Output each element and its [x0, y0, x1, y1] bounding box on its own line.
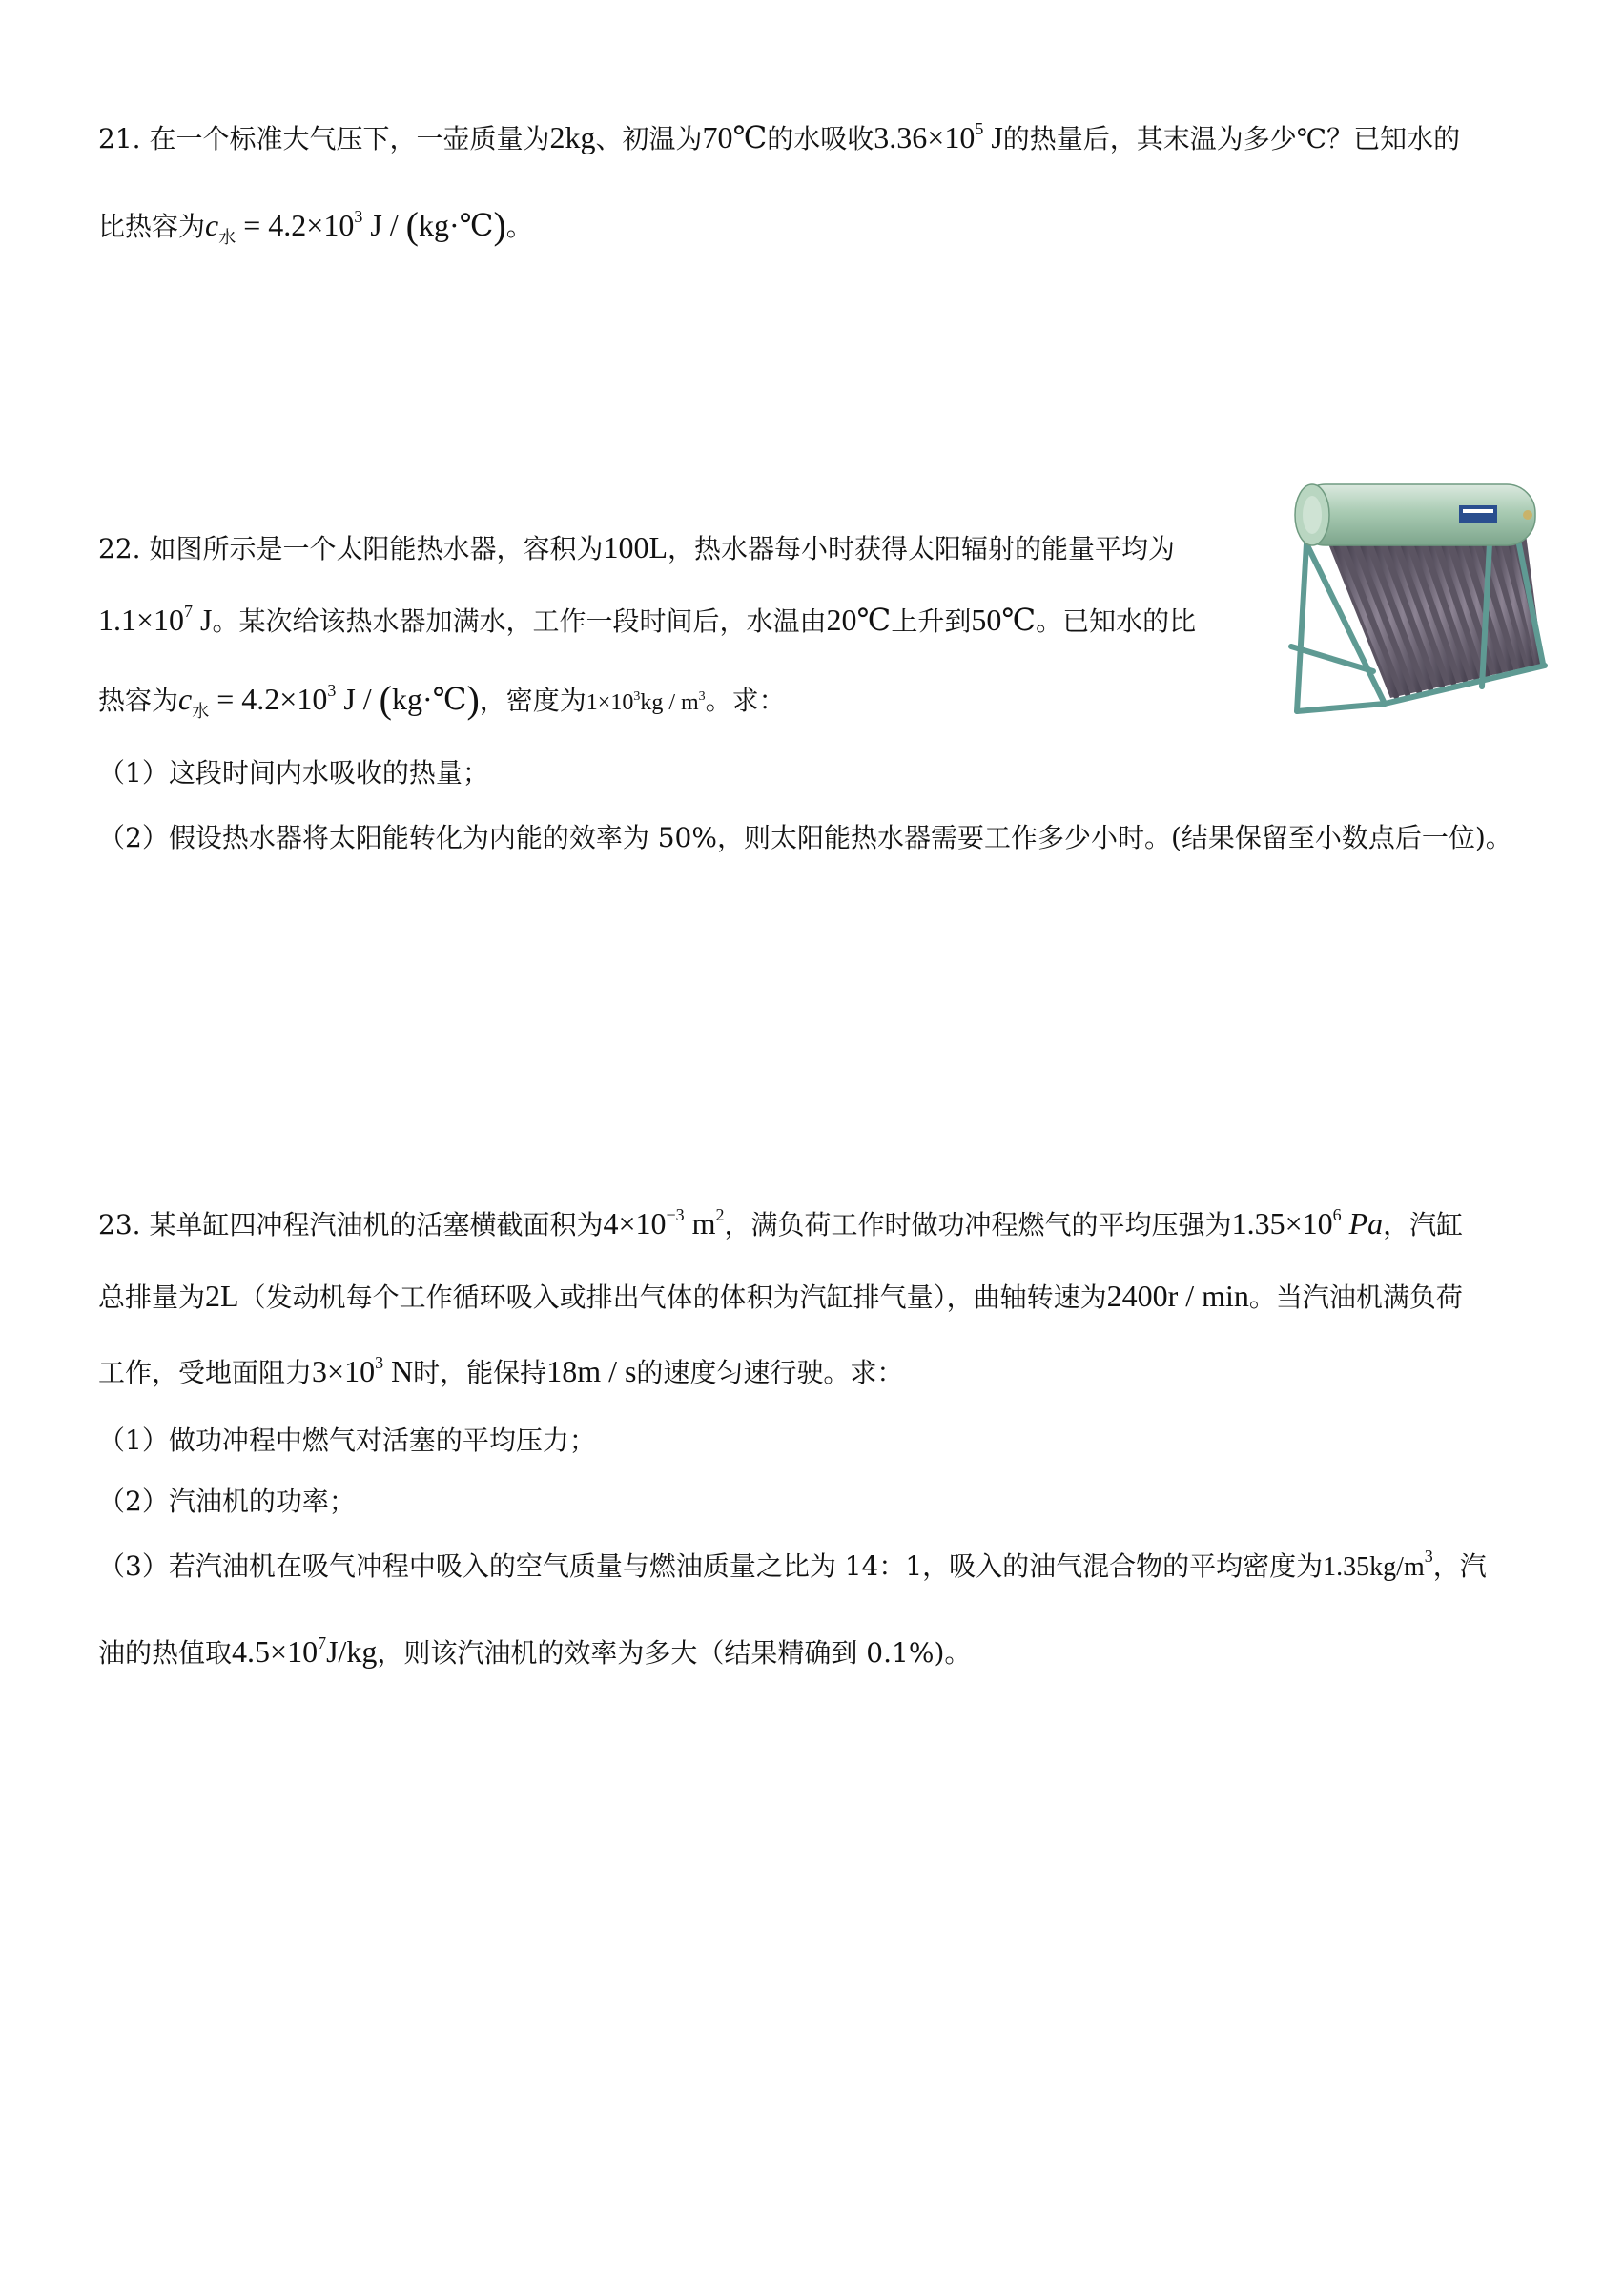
q22-density-unit: kg / m: [640, 690, 699, 715]
q23-pressure-unit: Pa: [1341, 1206, 1384, 1241]
q22-volume: 100L: [603, 530, 668, 564]
q22-energy-exp: 7: [184, 602, 194, 621]
q22-line-1: [98, 530, 1175, 566]
q21-heat-base: 3.36×10: [874, 120, 976, 154]
c-exp: 3: [327, 681, 337, 700]
q22-text: 。求：: [705, 685, 786, 716]
q23-sub-3-line-2: [98, 1634, 971, 1671]
q23-heat-value-base: 4.5×10: [232, 1634, 319, 1669]
q23-mixture-density-exp: 3: [1424, 1547, 1433, 1566]
q23-line-1: [98, 1206, 1463, 1242]
q23-area-unit: m: [684, 1206, 716, 1241]
q21-heat-unit: J: [983, 120, 1003, 154]
q23-sub-1: （1）做功冲程中燃气对活塞的平均压力；: [98, 1425, 596, 1456]
q21-specific-heat: [205, 204, 506, 247]
q22-sub-1: （1）这段时间内水吸收的热量；: [98, 757, 489, 789]
q22-text: 。某次给该热水器加满水，工作一段时间后，水温由: [212, 605, 827, 637]
q23-resistance: [312, 1354, 413, 1388]
q22-line-3: [98, 678, 786, 721]
q22-energy-unit: J: [193, 603, 213, 637]
paren-left: (: [405, 204, 419, 247]
q23-text: 时，能保持: [413, 1357, 547, 1388]
q23-text: 总排量为: [98, 1282, 206, 1313]
c-value: = 4.2×10: [209, 682, 328, 716]
q23-pressure-exp: 6: [1332, 1205, 1342, 1224]
q22-temp-from: 20℃: [826, 603, 892, 637]
q23-resistance-exp: 3: [375, 1353, 384, 1372]
q21-text: 。: [505, 211, 533, 242]
q22-density-exp: 3: [633, 689, 641, 704]
q22-text: ，密度为: [479, 685, 586, 716]
q22-density-unit-exp: 3: [698, 689, 706, 704]
c-unit: J /: [336, 682, 380, 716]
q21-heat: [874, 120, 1003, 154]
q22-text: 。已知水的比: [1036, 605, 1197, 637]
q21-line-2: [98, 204, 533, 247]
q23-area-exp: −3: [666, 1205, 685, 1224]
q23-text: 油的热值取: [98, 1637, 233, 1669]
q23-text: ，满负荷工作时做功冲程燃气的平均压强为: [724, 1209, 1232, 1241]
q22-temp-to: 50℃: [971, 603, 1037, 637]
q23-line-3: [98, 1354, 903, 1390]
c-value: = 4.2×10: [236, 208, 355, 242]
q22-energy: [98, 603, 213, 637]
q23-line-2: [98, 1279, 1463, 1315]
q23-number: 23.: [98, 1209, 141, 1241]
q23-mixture-density: [1323, 1547, 1433, 1582]
q21-text: 在一个标准大气压下，一壶质量为: [149, 123, 550, 154]
q22-specific-heat: [178, 678, 480, 721]
q22-density: [586, 690, 706, 715]
c-unit: J /: [362, 208, 406, 242]
q21-text: 、初温为: [595, 123, 703, 154]
paren-right: ): [493, 204, 506, 247]
q22-density-base: 1×10: [586, 690, 634, 715]
q23-displacement: 2L: [205, 1279, 239, 1313]
q21-initial-temp: 70℃: [702, 120, 768, 154]
q22-text: 上升到: [891, 605, 972, 637]
q23-rpm: 2400r / min: [1106, 1279, 1249, 1313]
q22-text: 如图所示是一个太阳能热水器，容积为: [149, 533, 604, 564]
q21-text: 比热容为: [98, 211, 206, 242]
c-symbol: c: [205, 208, 219, 242]
c-exp: 3: [354, 207, 363, 226]
c-subscript: 水: [218, 228, 236, 247]
q23-resistance-base: 3×10: [312, 1354, 376, 1388]
paren-left: (: [379, 678, 392, 721]
q23-text: （3）若汽油机在吸气冲程中吸入的空气质量与燃油质量之比为 14：1，吸入的油气混合物的平均密度为: [98, 1550, 1324, 1582]
q21-mass: 2kg: [549, 120, 596, 154]
q23-resistance-unit: N: [383, 1354, 414, 1388]
q22-number: 22.: [98, 533, 141, 564]
c-unit: kg·℃: [418, 208, 494, 242]
q21-text: 的水吸收: [767, 123, 874, 154]
q21-line-1: [98, 120, 1460, 156]
paren-right: ): [466, 678, 480, 721]
q23-area-unit-exp: 2: [715, 1205, 725, 1224]
q21-text: 的热量后，其末温为多少℃？已知水的: [1002, 123, 1461, 154]
solar-water-heater-icon: [1268, 477, 1554, 725]
c-unit: kg·℃: [391, 682, 467, 716]
q23-text: 。当汽油机满负荷: [1248, 1282, 1463, 1313]
c-subscript: 水: [192, 702, 210, 721]
q22-line-2: [98, 603, 1196, 639]
q23-text: 工作，受地面阻力: [98, 1357, 313, 1388]
q23-text: ，汽缸: [1383, 1209, 1464, 1241]
q23-text: ，汽: [1432, 1550, 1487, 1582]
q23-text: 某单缸四冲程汽油机的活塞横截面积为: [149, 1209, 604, 1241]
q22-text: ，热水器每小时获得太阳辐射的能量平均为: [668, 533, 1176, 564]
q21-number: 21.: [98, 123, 141, 154]
water-tank: [1295, 484, 1535, 545]
q23-area-base: 4×10: [603, 1206, 667, 1241]
q22-text: 热容为: [98, 685, 179, 716]
q23-sub-2: （2）汽油机的功率；: [98, 1486, 356, 1517]
q23-heat-value-exp: 7: [318, 1633, 327, 1652]
q22-energy-base: 1.1×10: [98, 603, 185, 637]
q23-speed: 18m / s: [546, 1354, 637, 1388]
q23-area: [603, 1206, 724, 1241]
q23-sub-3-line-1: [98, 1549, 1487, 1585]
q22-sub-2: （2）假设热水器将太阳能转化为内能的效率为 50%，则太阳能热水器需要工作多少小时。(结果保留至小数点后一位)。: [98, 822, 1512, 853]
q23-pressure: [1232, 1206, 1384, 1241]
q23-heat-value-unit: J/kg: [326, 1634, 378, 1669]
c-symbol: c: [178, 682, 193, 716]
q23-mixture-density-base: 1.35kg/m: [1323, 1552, 1425, 1582]
q23-heat-value: [232, 1634, 377, 1669]
q23-text: （发动机每个工作循环吸入或排出气体的体积为汽缸排气量），曲轴转速为: [238, 1282, 1107, 1313]
q21-heat-exp: 5: [975, 119, 984, 138]
q23-pressure-base: 1.35×10: [1231, 1206, 1333, 1241]
q23-text: 的速度匀速行驶。求：: [636, 1357, 904, 1388]
q23-text: ，则该汽油机的效率为多大（结果精确到 0.1%)。: [377, 1637, 972, 1669]
